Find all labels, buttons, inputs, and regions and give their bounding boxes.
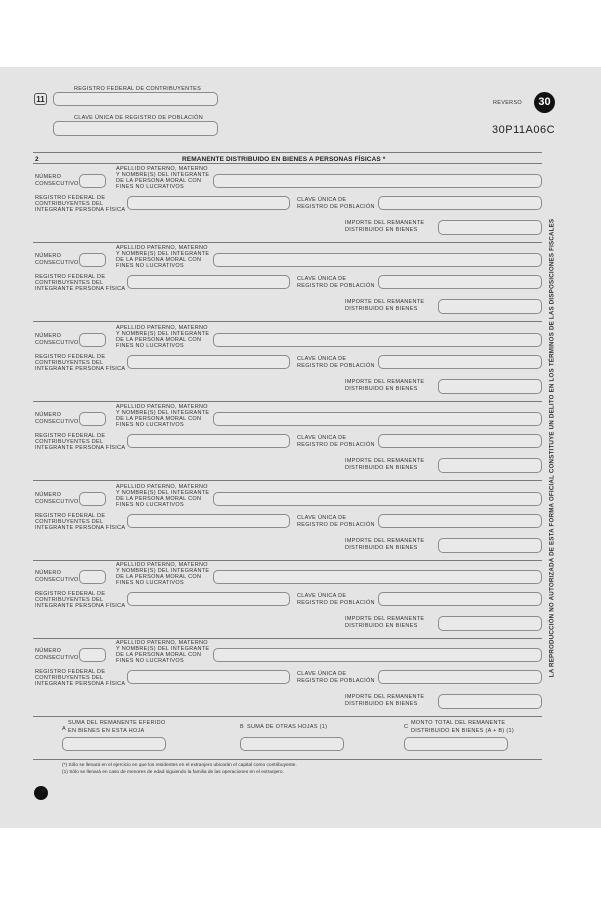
importe-label: DISTRIBUIDO EN BIENES [345, 545, 418, 551]
curp-integrante-field[interactable] [378, 434, 542, 448]
name-field[interactable] [213, 570, 542, 584]
rfc-integrante-label: CONTRIBUYENTES DEL [35, 201, 104, 207]
importe-label: IMPORTE DEL REMANENTE [345, 694, 425, 700]
curp-integrante-label: CLAVE ÚNICA DE [297, 671, 347, 677]
total-c-field[interactable] [404, 737, 508, 751]
numero-label: NÚMERO [35, 174, 62, 180]
rfc-integrante-label: CONTRIBUYENTES DEL [35, 597, 104, 603]
record-divider [33, 638, 542, 639]
name-label: Y NOMBRE(S) DEL INTEGRANTE [116, 490, 210, 496]
name-label: APELLIDO PATERNO, MATERNO [116, 166, 208, 172]
importe-label: DISTRIBUIDO EN BIENES [345, 227, 418, 233]
curp-integrante-label: REGISTRO DE POBLACIÓN [297, 678, 375, 684]
curp-integrante-field[interactable] [378, 355, 542, 369]
name-label: Y NOMBRE(S) DEL INTEGRANTE [116, 251, 210, 257]
name-label: FINES NO LUCRATIVOS [116, 422, 184, 428]
name-label: DE LA PERSONA MORAL CON [116, 178, 202, 184]
total-c-letter: C [404, 724, 409, 730]
importe-label: DISTRIBUIDO EN BIENES [345, 465, 418, 471]
total-b-field[interactable] [240, 737, 344, 751]
total-c-label: DISTRIBUIDO EN BIENES (A + B) (1) [411, 728, 514, 734]
consecutivo-label: CONSECUTIVO [35, 655, 79, 661]
page-number-badge: 30 [534, 92, 555, 113]
curp-integrante-field[interactable] [378, 592, 542, 606]
importe-label: IMPORTE DEL REMANENTE [345, 458, 425, 464]
rfc-integrante-label: REGISTRO FEDERAL DE [35, 669, 106, 675]
name-label: Y NOMBRE(S) DEL INTEGRANTE [116, 646, 210, 652]
name-label: Y NOMBRE(S) DEL INTEGRANTE [116, 568, 210, 574]
rfc-integrante-label: CONTRIBUYENTES DEL [35, 675, 104, 681]
total-b-label: SUMA DE OTRAS HOJAS (1) [247, 724, 328, 730]
section-top-rule [33, 152, 542, 153]
total-a-label: EN BIENES EN ESTA HOJA [68, 728, 145, 734]
name-label: FINES NO LUCRATIVOS [116, 263, 184, 269]
curp-integrante-label: REGISTRO DE POBLACIÓN [297, 522, 375, 528]
importe-label: IMPORTE DEL REMANENTE [345, 299, 425, 305]
reverso-label: REVERSO [493, 100, 522, 106]
name-label: FINES NO LUCRATIVOS [116, 502, 184, 508]
name-label: FINES NO LUCRATIVOS [116, 184, 184, 190]
section-number: 2 [35, 156, 39, 163]
curp-integrante-label: CLAVE ÚNICA DE [297, 593, 347, 599]
curp-label: CLAVE ÚNICA DE REGISTRO DE POBLACIÓN [74, 115, 203, 121]
rfc-integrante-field[interactable] [127, 355, 290, 369]
curp-integrante-field[interactable] [378, 670, 542, 684]
curp-integrante-label: CLAVE ÚNICA DE [297, 435, 347, 441]
name-label: FINES NO LUCRATIVOS [116, 343, 184, 349]
name-label: APELLIDO PATERNO, MATERNO [116, 245, 208, 251]
total-a-field[interactable] [62, 737, 166, 751]
importe-label: IMPORTE DEL REMANENTE [345, 379, 425, 385]
name-label: APELLIDO PATERNO, MATERNO [116, 640, 208, 646]
rfc-integrante-label: INTEGRANTE PERSONA FÍSICA [35, 445, 126, 451]
name-label: APELLIDO PATERNO, MATERNO [116, 404, 208, 410]
importe-label: IMPORTE DEL REMANENTE [345, 616, 425, 622]
rfc-integrante-field[interactable] [127, 196, 290, 210]
name-label: Y NOMBRE(S) DEL INTEGRANTE [116, 331, 210, 337]
legal-side-note [545, 218, 559, 678]
consecutivo-field[interactable] [79, 253, 106, 267]
rfc-integrante-field[interactable] [127, 592, 290, 606]
section-title-rule [33, 163, 542, 164]
name-label: DE LA PERSONA MORAL CON [116, 257, 202, 263]
curp-integrante-label: CLAVE ÚNICA DE [297, 276, 347, 282]
rfc-field[interactable] [53, 92, 218, 106]
rfc-integrante-label: REGISTRO FEDERAL DE [35, 513, 106, 519]
record-divider [33, 401, 542, 402]
name-label: APELLIDO PATERNO, MATERNO [116, 325, 208, 331]
consecutivo-label: CONSECUTIVO [35, 577, 79, 583]
consecutivo-field[interactable] [79, 333, 106, 347]
importe-field[interactable] [438, 458, 542, 473]
rfc-integrante-label: INTEGRANTE PERSONA FÍSICA [35, 366, 126, 372]
name-label: APELLIDO PATERNO, MATERNO [116, 484, 208, 490]
importe-label: DISTRIBUIDO EN BIENES [345, 701, 418, 707]
footnote: (1) Sólo se llenará en caso de menores de edad siguiendo la familia de las operaciones en el extranjero. [62, 770, 284, 775]
importe-field[interactable] [438, 379, 542, 394]
importe-field[interactable] [438, 538, 542, 553]
rfc-integrante-label: REGISTRO FEDERAL DE [35, 433, 106, 439]
consecutivo-field[interactable] [79, 570, 106, 584]
name-field[interactable] [213, 174, 542, 188]
name-label: FINES NO LUCRATIVOS [116, 658, 184, 664]
curp-integrante-field[interactable] [378, 275, 542, 289]
rfc-integrante-label: CONTRIBUYENTES DEL [35, 360, 104, 366]
importe-label: DISTRIBUIDO EN BIENES [345, 386, 418, 392]
curp-integrante-field[interactable] [378, 196, 542, 210]
rfc-integrante-label: INTEGRANTE PERSONA FÍSICA [35, 207, 126, 213]
importe-field[interactable] [438, 616, 542, 631]
legal-side-text: LA REPRODUCCIÓN NO AUTORIZADA DE ESTA FORMA OFICIAL CONSTITUYE UN DELITO EN LOS TÉRMINOS DE LAS DISPOSICIONES FISCALES [548, 218, 556, 678]
curp-integrante-label: REGISTRO DE POBLACIÓN [297, 600, 375, 606]
importe-field[interactable] [438, 694, 542, 709]
total-a-label: SUMA DEL REMANENTE EFERIDO [68, 720, 166, 726]
consecutivo-label: CONSECUTIVO [35, 419, 79, 425]
numero-label: NÚMERO [35, 333, 62, 339]
curp-integrante-label: CLAVE ÚNICA DE [297, 356, 347, 362]
importe-label: DISTRIBUIDO EN BIENES [345, 623, 418, 629]
numero-label: NÚMERO [35, 412, 62, 418]
curp-integrante-label: CLAVE ÚNICA DE [297, 197, 347, 203]
curp-integrante-label: REGISTRO DE POBLACIÓN [297, 363, 375, 369]
name-field[interactable] [213, 492, 542, 506]
rfc-integrante-label: INTEGRANTE PERSONA FÍSICA [35, 681, 126, 687]
name-label: DE LA PERSONA MORAL CON [116, 416, 202, 422]
rfc-integrante-label: REGISTRO FEDERAL DE [35, 274, 106, 280]
record-divider [33, 242, 542, 243]
numero-label: NÚMERO [35, 570, 62, 576]
notes-rule [33, 759, 542, 760]
total-a-letter: A [62, 726, 66, 732]
curp-integrante-label: CLAVE ÚNICA DE [297, 515, 347, 521]
consecutivo-label: CONSECUTIVO [35, 260, 79, 266]
name-label: DE LA PERSONA MORAL CON [116, 574, 202, 580]
record-divider [33, 480, 542, 481]
footnote: (*) Sólo se llenará en el ejercicio en que los residentes en el extranjero ubicarán el capital como contribuyente. [62, 763, 297, 768]
rfc-integrante-label: CONTRIBUYENTES DEL [35, 280, 104, 286]
registration-mark [34, 786, 48, 800]
form-code: 30P11A06C [492, 124, 556, 136]
rfc-integrante-label: REGISTRO FEDERAL DE [35, 195, 106, 201]
consecutivo-label: CONSECUTIVO [35, 499, 79, 505]
numero-label: NÚMERO [35, 492, 62, 498]
name-label: DE LA PERSONA MORAL CON [116, 652, 202, 658]
name-field[interactable] [213, 648, 542, 662]
name-label: Y NOMBRE(S) DEL INTEGRANTE [116, 410, 210, 416]
record-divider [33, 716, 542, 717]
importe-label: IMPORTE DEL REMANENTE [345, 220, 425, 226]
name-label: Y NOMBRE(S) DEL INTEGRANTE [116, 172, 210, 178]
name-label: FINES NO LUCRATIVOS [116, 580, 184, 586]
name-field[interactable] [213, 412, 542, 426]
rfc-integrante-field[interactable] [127, 275, 290, 289]
record-divider [33, 560, 542, 561]
rfc-integrante-label: CONTRIBUYENTES DEL [35, 519, 104, 525]
numero-label: NÚMERO [35, 253, 62, 259]
section-title: REMANENTE DISTRIBUIDO EN BIENES A PERSONAS FÍSICAS * [182, 156, 386, 163]
importe-field[interactable] [438, 299, 542, 314]
importe-label: IMPORTE DEL REMANENTE [345, 538, 425, 544]
consecutivo-field[interactable] [79, 174, 106, 188]
rfc-integrante-label: INTEGRANTE PERSONA FÍSICA [35, 286, 126, 292]
rfc-integrante-field[interactable] [127, 514, 290, 528]
consecutivo-field[interactable] [79, 648, 106, 662]
curp-field[interactable] [53, 121, 218, 136]
record-divider [33, 321, 542, 322]
total-c-label: MONTO TOTAL DEL REMANENTE [411, 720, 506, 726]
rfc-integrante-label: CONTRIBUYENTES DEL [35, 439, 104, 445]
name-field[interactable] [213, 253, 542, 267]
name-label: APELLIDO PATERNO, MATERNO [116, 562, 208, 568]
consecutivo-label: CONSECUTIVO [35, 181, 79, 187]
consecutivo-field[interactable] [79, 412, 106, 426]
curp-integrante-label: REGISTRO DE POBLACIÓN [297, 442, 375, 448]
curp-integrante-label: REGISTRO DE POBLACIÓN [297, 283, 375, 289]
rfc-label: REGISTRO FEDERAL DE CONTRIBUYENTES [74, 86, 202, 92]
rfc-integrante-field[interactable] [127, 434, 290, 448]
importe-label: DISTRIBUIDO EN BIENES [345, 306, 418, 312]
curp-integrante-field[interactable] [378, 514, 542, 528]
name-field[interactable] [213, 333, 542, 347]
numero-label: NÚMERO [35, 648, 62, 654]
name-label: DE LA PERSONA MORAL CON [116, 337, 202, 343]
rfc-integrante-label: REGISTRO FEDERAL DE [35, 354, 106, 360]
consecutivo-field[interactable] [79, 492, 106, 506]
rfc-integrante-label: INTEGRANTE PERSONA FÍSICA [35, 603, 126, 609]
consecutivo-label: CONSECUTIVO [35, 340, 79, 346]
rfc-integrante-label: INTEGRANTE PERSONA FÍSICA [35, 525, 126, 531]
rfc-integrante-field[interactable] [127, 670, 290, 684]
name-label: DE LA PERSONA MORAL CON [116, 496, 202, 502]
total-b-letter: B [240, 724, 244, 730]
section-number-badge: 11 [34, 93, 47, 105]
curp-integrante-label: REGISTRO DE POBLACIÓN [297, 204, 375, 210]
rfc-integrante-label: REGISTRO FEDERAL DE [35, 591, 106, 597]
importe-field[interactable] [438, 220, 542, 235]
